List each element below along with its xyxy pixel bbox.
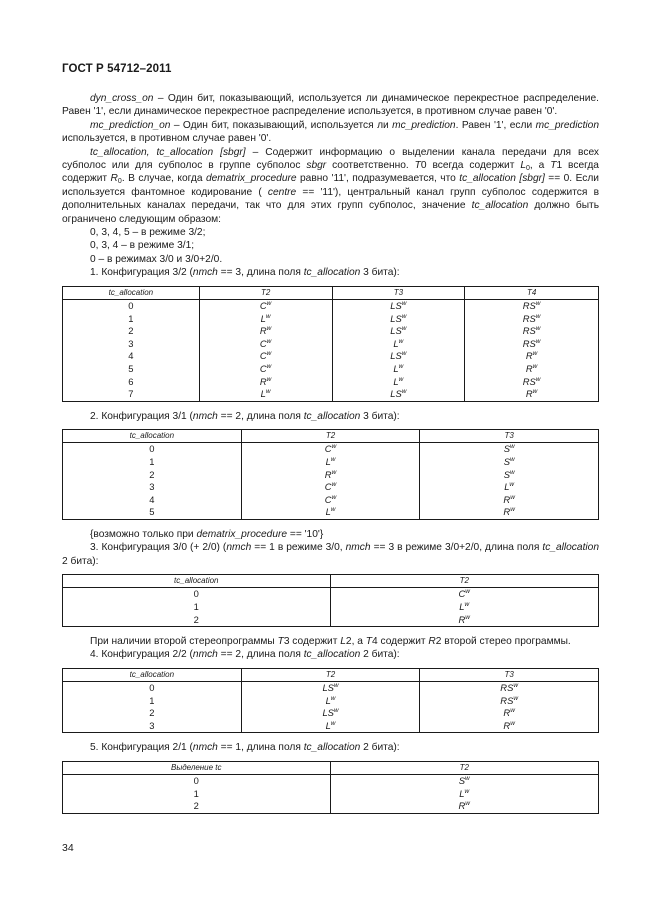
- cell-code: 0: [63, 299, 200, 312]
- cell-channel: [465, 350, 599, 363]
- table-config-2-1: [62, 761, 599, 814]
- cell-channel: [332, 363, 465, 376]
- cell-channel: [241, 506, 420, 519]
- paragraph-tc-allocation: tc_allocation, tc_allocation [sbgr] – Содержит информацию о выделении канала передачи для всех субполос или для субполос в группе субполос sbgr соответственно. T0 всегда содержит $L_0$, а T1 всегда содержит $R_0$. В случае, когда dematrix_procedure равно '11', подразумевается, что tc_allocation [sbgr] == 0. Если используется фантомное кодирование ( centre == '11'), центральный канал групп субполос содержится в дополнительных каналах передачи, так что для этих групп субполос, значение tc_allocation должно быть ограничено следующим образом:: [62, 146, 599, 225]
- channel-symbol: R: [458, 613, 466, 625]
- column-header: T2: [241, 668, 420, 681]
- channel-superscript: w: [510, 707, 515, 715]
- channel-symbol: L: [459, 787, 465, 799]
- cell-channel: [420, 494, 599, 507]
- channel-superscript: w: [401, 350, 407, 358]
- channel-superscript: w: [532, 363, 538, 371]
- column-header: T2: [330, 575, 598, 588]
- caption-config-2-2: 4. Конфигурация 2/2 (nmch == 2, длина поля tc_allocation 2 бита):: [90, 649, 400, 661]
- cell-channel: [465, 375, 599, 388]
- channel-superscript: w: [266, 337, 272, 345]
- caption-config-3-0: 3. Конфигурация 3/0 (+ 2/0) (nmch == 1 в режиме 3/0, nmch == 3 в режиме 3/0+2/0, длина поля tc_allocation 2 бита):: [62, 542, 599, 567]
- cell-channel: [241, 456, 420, 469]
- caption-config-3-1: 2. Конфигурация 3/1 (nmch == 2, длина поля tc_allocation 3 бита):: [90, 410, 400, 422]
- paragraph-mc-prediction-on: mc_prediction_on – Один бит, показывающий, используется ли mc_prediction. Равен '1', если mc_prediction используется, в противном случае равен '0'.: [62, 119, 599, 145]
- channel-superscript: w: [266, 350, 272, 358]
- table-row: [63, 682, 599, 695]
- channel-superscript: w: [535, 375, 541, 383]
- channel-superscript: w: [266, 363, 272, 371]
- channel-superscript: w: [513, 694, 519, 702]
- cell-code: 3: [63, 481, 242, 494]
- channel-superscript: w: [465, 800, 470, 808]
- cell-channel: [199, 375, 332, 388]
- channel-superscript: w: [333, 682, 339, 690]
- channel-symbol: LS: [322, 682, 334, 694]
- channel-symbol: L: [459, 601, 465, 613]
- channel-superscript: w: [464, 787, 470, 795]
- table-config-3-0: [62, 574, 599, 627]
- cell-channel: [465, 312, 599, 325]
- channel-superscript: w: [333, 707, 339, 715]
- cell-code: 2: [63, 707, 242, 720]
- cell-channel: [241, 682, 420, 695]
- channel-symbol: LS: [322, 707, 334, 719]
- column-header: T3: [420, 668, 599, 681]
- channel-symbol: C: [324, 493, 332, 505]
- cell-code: 1: [63, 456, 242, 469]
- table-row: [63, 588, 599, 601]
- cell-code: 6: [63, 375, 200, 388]
- cell-channel: [332, 312, 465, 325]
- list-item-mode-3-1: 0, 3, 4 – в режиме 3/1;: [90, 240, 195, 252]
- channel-superscript: w: [401, 388, 407, 396]
- cell-code: 5: [63, 506, 242, 519]
- channel-symbol: R: [525, 350, 533, 362]
- channel-symbol: LS: [390, 388, 402, 400]
- cell-channel: [332, 325, 465, 338]
- channel-superscript: w: [465, 588, 470, 596]
- channel-symbol: S: [503, 456, 510, 468]
- channel-symbol: L: [325, 694, 331, 706]
- cell-code: 0: [63, 682, 242, 695]
- table-row: [63, 788, 599, 801]
- cell-channel: [332, 338, 465, 351]
- channel-superscript: w: [330, 456, 336, 464]
- column-header: T3: [420, 430, 599, 443]
- cell-channel: [241, 443, 420, 456]
- channel-symbol: RS: [500, 682, 514, 694]
- channel-symbol: R: [259, 375, 267, 387]
- cell-code: 0: [63, 443, 242, 456]
- cell-channel: [199, 363, 332, 376]
- cell-channel: [332, 388, 465, 401]
- channel-superscript: w: [398, 375, 404, 383]
- cell-code: 2: [63, 325, 200, 338]
- table-row: [63, 443, 599, 456]
- table-row: [63, 775, 599, 788]
- cell-code: 1: [63, 788, 331, 801]
- cell-channel: [420, 720, 599, 733]
- document-header: ГОСТ Р 54712–2011: [62, 63, 172, 75]
- table-config-3-2: [62, 286, 599, 402]
- channel-superscript: w: [535, 325, 541, 333]
- cell-code: 1: [63, 601, 331, 614]
- cell-channel: [241, 707, 420, 720]
- cell-channel: [420, 443, 599, 456]
- table-row: [63, 613, 599, 626]
- cell-code: 3: [63, 720, 242, 733]
- channel-symbol: R: [525, 388, 533, 400]
- column-header: tc_allocation: [63, 430, 242, 443]
- channel-symbol: C: [259, 363, 267, 375]
- cell-channel: [420, 695, 599, 708]
- channel-symbol: R: [503, 707, 511, 719]
- cell-code: 3: [63, 338, 200, 351]
- cell-channel: [241, 468, 420, 481]
- cell-channel: [199, 325, 332, 338]
- channel-symbol: R: [503, 506, 511, 518]
- channel-symbol: L: [260, 388, 266, 400]
- cell-channel: [420, 481, 599, 494]
- channel-symbol: LS: [390, 325, 402, 337]
- column-header: T2: [199, 286, 332, 299]
- channel-symbol: L: [260, 312, 266, 324]
- page-content: [62, 92, 599, 822]
- cell-code: 2: [63, 468, 242, 481]
- column-header: Выделение tc: [63, 761, 331, 774]
- cell-code: 2: [63, 800, 331, 813]
- channel-symbol: C: [324, 481, 332, 493]
- channel-superscript: w: [398, 363, 404, 371]
- table-row: [63, 338, 599, 351]
- cell-channel: [330, 788, 598, 801]
- channel-symbol: L: [504, 481, 510, 493]
- table-row: [63, 363, 599, 376]
- column-header: T4: [465, 286, 599, 299]
- cell-code: 7: [63, 388, 200, 401]
- channel-symbol: C: [259, 337, 267, 349]
- table-row: [63, 481, 599, 494]
- column-header: T2: [330, 761, 598, 774]
- cell-channel: [241, 720, 420, 733]
- cell-channel: [330, 775, 598, 788]
- channel-superscript: w: [331, 493, 337, 501]
- cell-code: 5: [63, 363, 200, 376]
- channel-superscript: w: [513, 682, 519, 690]
- cell-channel: [420, 456, 599, 469]
- cell-channel: [199, 312, 332, 325]
- caption-config-2-1: 5. Конфигурация 2/1 (nmch == 1, длина поля tc_allocation 2 бита):: [90, 742, 400, 754]
- channel-symbol: R: [503, 720, 511, 731]
- channel-superscript: w: [265, 388, 271, 396]
- channel-symbol: S: [458, 775, 466, 787]
- cell-code: 0: [63, 588, 331, 601]
- table-row: [63, 506, 599, 519]
- cell-channel: [332, 350, 465, 363]
- cell-channel: [199, 388, 332, 401]
- channel-symbol: LS: [390, 350, 402, 362]
- channel-superscript: w: [266, 325, 272, 333]
- channel-superscript: w: [510, 493, 515, 501]
- cell-channel: [420, 468, 599, 481]
- channel-symbol: C: [259, 350, 267, 362]
- cell-channel: [332, 375, 465, 388]
- channel-superscript: w: [265, 312, 271, 320]
- table-config-2-2: [62, 668, 599, 734]
- cell-channel: [420, 506, 599, 519]
- cell-channel: [465, 325, 599, 338]
- channel-symbol: R: [525, 363, 533, 375]
- channel-superscript: w: [401, 300, 407, 308]
- cell-channel: [330, 601, 598, 614]
- channel-symbol: L: [393, 375, 399, 387]
- channel-superscript: w: [266, 300, 272, 308]
- channel-superscript: w: [535, 337, 541, 345]
- channel-superscript: w: [266, 375, 272, 383]
- cell-channel: [465, 363, 599, 376]
- caption-config-3-2: 1. Конфигурация 3/2 (nmch == 3, длина поля tc_allocation 3 бита):: [90, 267, 400, 279]
- channel-symbol: RS: [522, 300, 536, 312]
- table-row: [63, 325, 599, 338]
- channel-symbol: RS: [522, 337, 536, 349]
- channel-superscript: w: [510, 720, 515, 727]
- channel-superscript: w: [465, 613, 470, 621]
- cell-code: 2: [63, 613, 331, 626]
- channel-symbol: RS: [522, 375, 536, 387]
- channel-symbol: L: [393, 363, 399, 375]
- channel-superscript: w: [401, 312, 407, 320]
- channel-superscript: w: [330, 720, 336, 727]
- table-row: [63, 375, 599, 388]
- channel-superscript: w: [464, 601, 470, 609]
- channel-superscript: w: [509, 456, 515, 464]
- channel-superscript: w: [509, 443, 515, 451]
- channel-symbol: S: [503, 468, 510, 480]
- channel-symbol: R: [259, 325, 267, 337]
- channel-superscript: w: [509, 481, 515, 489]
- cell-channel: [420, 682, 599, 695]
- paragraph-dyn-cross-on: dyn_cross_on – Один бит, показывающий, используется ли динамическое перекрестное распределение. Равен '1', если динамическое перекрестное распределение используется, в противном случае равен '0'.: [62, 93, 599, 118]
- channel-superscript: w: [535, 312, 541, 320]
- channel-symbol: R: [324, 468, 332, 480]
- channel-symbol: L: [325, 506, 331, 518]
- table-row: [63, 388, 599, 401]
- note-dematrix-procedure: {возможно только при dematrix_procedure == '10'}: [90, 528, 324, 540]
- channel-symbol: RS: [522, 325, 536, 337]
- paragraph-second-stereo: При наличии второй стереопрограммы T3 содержит L2, а T4 содержит R2 второй стерео программы.: [90, 636, 571, 648]
- channel-superscript: w: [331, 443, 337, 451]
- table-row: [63, 468, 599, 481]
- channel-symbol: S: [503, 443, 510, 455]
- cell-channel: [330, 800, 598, 813]
- channel-superscript: w: [330, 694, 336, 702]
- table-row: [63, 350, 599, 363]
- channel-superscript: w: [510, 506, 515, 514]
- cell-channel: [241, 481, 420, 494]
- table-row: [63, 601, 599, 614]
- cell-channel: [199, 338, 332, 351]
- table-config-3-1: [62, 429, 599, 520]
- channel-superscript: w: [331, 468, 337, 476]
- channel-symbol: L: [325, 456, 331, 468]
- table-row: [63, 707, 599, 720]
- cell-channel: [199, 350, 332, 363]
- cell-code: 4: [63, 350, 200, 363]
- channel-symbol: C: [458, 588, 466, 600]
- channel-superscript: w: [330, 506, 336, 514]
- channel-symbol: R: [458, 800, 466, 812]
- channel-symbol: LS: [390, 312, 402, 324]
- table-row: [63, 695, 599, 708]
- column-header: T3: [332, 286, 465, 299]
- cell-channel: [465, 299, 599, 312]
- cell-code: 1: [63, 695, 242, 708]
- channel-superscript: w: [398, 337, 404, 345]
- channel-superscript: w: [535, 300, 541, 308]
- cell-code: 1: [63, 312, 200, 325]
- cell-code: 0: [63, 775, 331, 788]
- channel-symbol: RS: [522, 312, 536, 324]
- cell-channel: [465, 388, 599, 401]
- channel-symbol: L: [325, 720, 331, 731]
- cell-channel: [465, 338, 599, 351]
- channel-superscript: w: [401, 325, 407, 333]
- column-header: tc_allocation: [63, 668, 242, 681]
- list-item-mode-3-0: 0 – в режимах 3/0 и 3/0+2/0.: [90, 253, 223, 265]
- cell-channel: [420, 707, 599, 720]
- column-header: T2: [241, 430, 420, 443]
- table-row: [63, 299, 599, 312]
- channel-symbol: R: [503, 493, 511, 505]
- table-row: [63, 312, 599, 325]
- page-number: 34: [62, 842, 74, 854]
- channel-symbol: L: [393, 337, 399, 349]
- channel-symbol: RS: [500, 694, 514, 706]
- table-row: [63, 494, 599, 507]
- table-row: [63, 720, 599, 733]
- channel-symbol: LS: [390, 300, 402, 312]
- cell-channel: [330, 588, 598, 601]
- cell-channel: [241, 494, 420, 507]
- channel-superscript: w: [465, 775, 470, 783]
- channel-superscript: w: [532, 388, 538, 396]
- column-header: tc_allocation: [63, 575, 331, 588]
- table-row: [63, 456, 599, 469]
- list-item-mode-3-2: 0, 3, 4, 5 – в режиме 3/2;: [90, 227, 206, 239]
- channel-superscript: w: [509, 468, 515, 476]
- channel-symbol: C: [259, 300, 267, 312]
- cell-channel: [199, 299, 332, 312]
- channel-superscript: w: [331, 481, 337, 489]
- channel-superscript: w: [532, 350, 538, 358]
- cell-channel: [330, 613, 598, 626]
- column-header: tc_allocation: [63, 286, 200, 299]
- cell-channel: [332, 299, 465, 312]
- table-row: [63, 800, 599, 813]
- cell-code: 4: [63, 494, 242, 507]
- channel-symbol: C: [324, 443, 332, 455]
- cell-channel: [241, 695, 420, 708]
